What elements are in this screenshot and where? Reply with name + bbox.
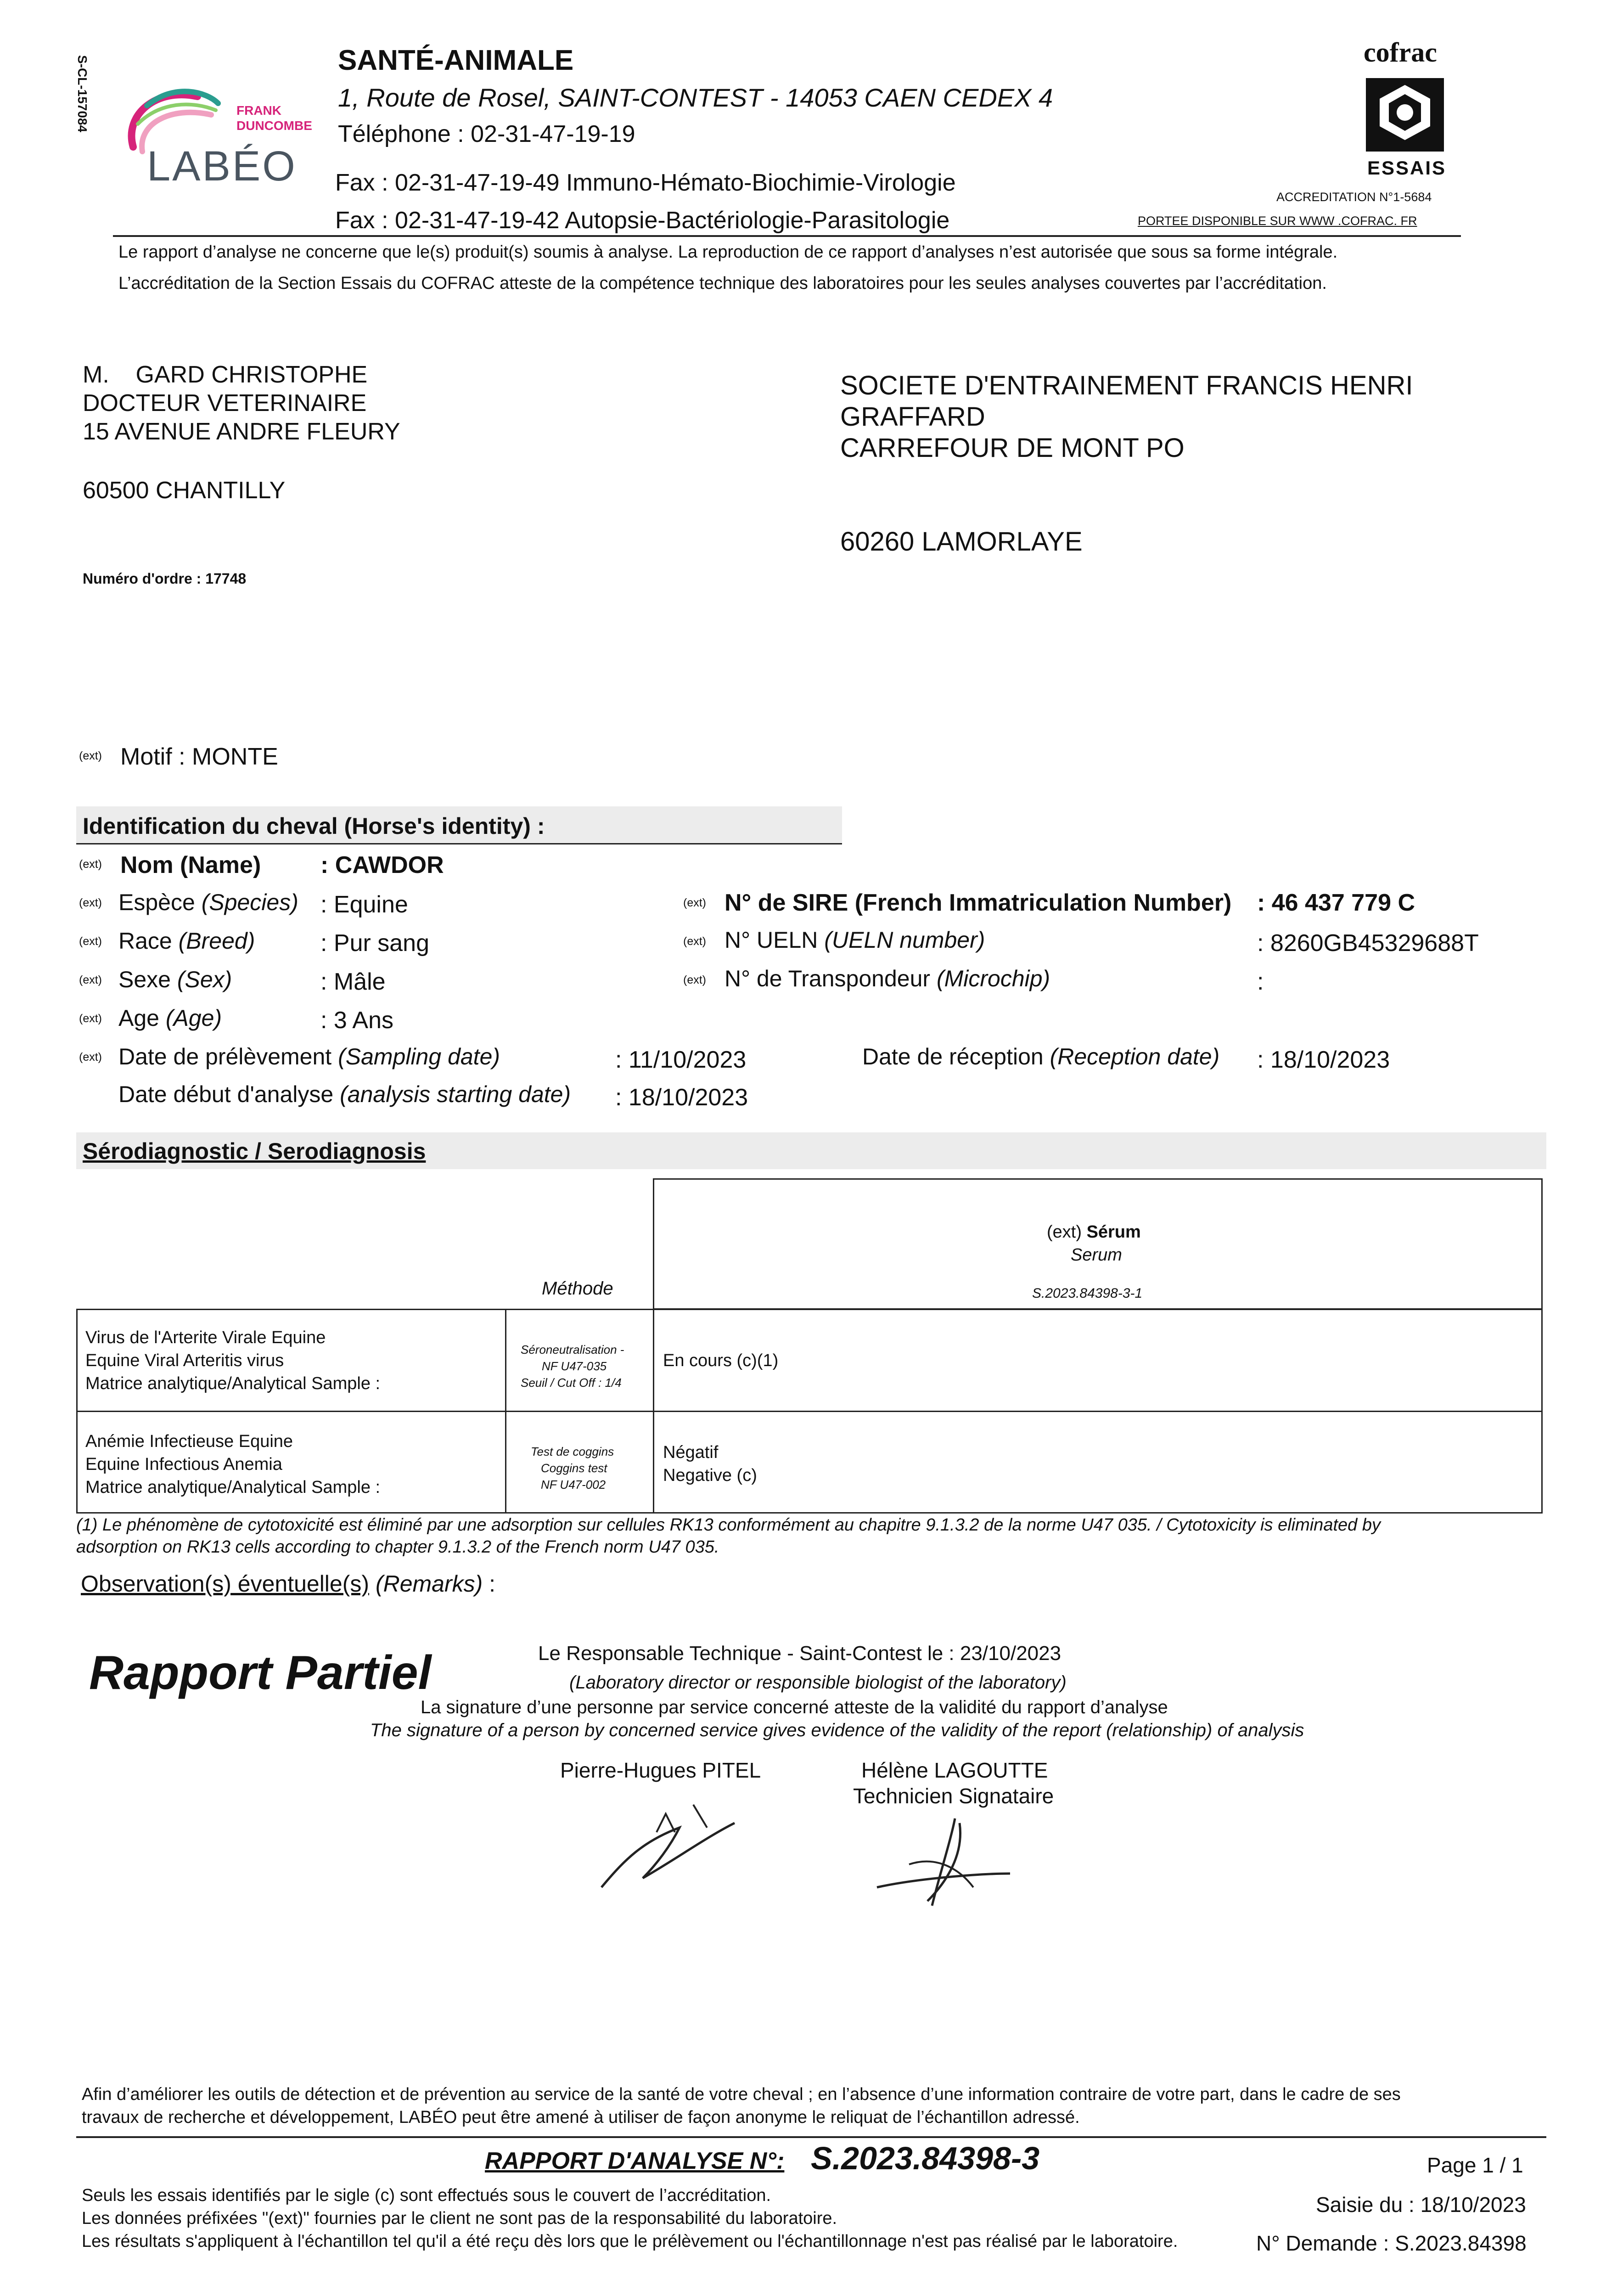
lab-fax-2: Fax : 02-31-47-19-42 Autopsie-Bactériologie-Parasitologie [335, 207, 950, 234]
signature-1-scribble [588, 1786, 753, 1906]
sex-label-en: (Sex) [177, 967, 232, 992]
sampling-label-fr: Date de prélèvement [118, 1044, 332, 1069]
signer-1-name: Pierre-Hugues PITEL [560, 1758, 761, 1782]
analysis-label-en: (analysis starting date) [340, 1081, 571, 1107]
signature-line-3: La signature d’une personne par service concerné atteste de la validité du rapport d’analyse [421, 1697, 1168, 1717]
signature-line-1: Le Responsable Technique - Saint-Contest le : 23/10/2023 [538, 1642, 1061, 1665]
sample-id: S.2023.84398-3-1 [1032, 1286, 1143, 1301]
logo-brand-small-1: FRANK [236, 103, 281, 118]
recipient-line-3: 15 AVENUE ANDRE FLEURY [83, 418, 400, 445]
method-line: Séroneutralisation - [521, 1343, 624, 1356]
partial-report-stamp: Rapport Partiel [89, 1646, 432, 1699]
demande-number: N° Demande : S.2023.84398 [1256, 2231, 1527, 2255]
disclaimer-line-2: L’accréditation de la Section Essais du COFRAC atteste de la compétence technique des laboratoires pour les seules analyses couvertes par l’accréditation. [118, 274, 1327, 293]
ext-tag: (ext) [79, 935, 102, 948]
sample-ext-tag: (ext) [1047, 1222, 1082, 1242]
age-label-fr: Age [118, 1005, 159, 1031]
analysis-name-line: Virus de l'Arterite Virale Equine [85, 1328, 326, 1347]
age-label [118, 1005, 222, 1031]
analysis-label-fr: Date début d'analyse [118, 1081, 334, 1107]
disclaimer-line-1: Le rapport d’analyse ne concerne que le(s) produit(s) soumis à analyse. La reproduction de ce rapport d’analyses n’est autorisée que sous sa forme intégrale. [118, 242, 1338, 262]
reception-label-fr: Date de réception [862, 1044, 1044, 1069]
logo-brand-small-2: DUNCOMBE [236, 118, 312, 133]
footer-notice-2: travaux de recherche et développement, LABÉO peut être amené à utiliser de façon anonyme le reliquat de l’échantillon adressé. [82, 2108, 1080, 2127]
remarks-label-en: (Remarks) [375, 1571, 483, 1597]
method-line: Test de coggins [531, 1445, 614, 1458]
ext-tag: (ext) [79, 974, 102, 986]
ext-tag: (ext) [79, 896, 102, 909]
breed-label [118, 928, 255, 954]
recipient-line-2: DOCTEUR VETERINAIRE [83, 390, 367, 416]
recipient-line-4: 60500 CHANTILLY [83, 477, 286, 504]
ueln-label [724, 927, 985, 953]
lab-name: SANTÉ-ANIMALE [338, 45, 574, 76]
analysis-name-line: Matrice analytique/Analytical Sample : [85, 1478, 381, 1497]
cofrac-logo [1359, 37, 1451, 179]
sample-subtitle: Serum [1071, 1245, 1122, 1265]
footer-rule [76, 2136, 1546, 2138]
analysis-value: : 18/10/2023 [615, 1084, 748, 1111]
sample-header-title [1047, 1222, 1141, 1242]
ext-tag: (ext) [79, 1012, 102, 1025]
recipient-line-1: M. GARD CHRISTOPHE [83, 361, 368, 388]
species-value: : Equine [320, 891, 408, 918]
footnote-line-2: adsorption on RK13 cells according to chapter 9.1.3.2 of the French norm U47 035. [76, 1537, 719, 1557]
sample-title: Sérum [1086, 1222, 1141, 1242]
ueln-label-fr: N° UELN [724, 927, 818, 953]
header-rule [113, 235, 1461, 237]
sex-value: : Mâle [320, 968, 386, 995]
result-line: Négatif [663, 1443, 719, 1462]
owner-line-1: SOCIETE D'ENTRAINEMENT FRANCIS HENRI [840, 371, 1413, 400]
method-header: Méthode [542, 1278, 613, 1299]
sire-value: : 46 437 779 C [1257, 889, 1415, 916]
species-label-en: (Species) [201, 889, 298, 915]
signature-line-4: The signature of a person by concerned service gives evidence of the validity of the report (relationship) of analysis [370, 1720, 1304, 1740]
cofrac-portee: PORTEE DISPONIBLE SUR WWW .COFRAC. FR [1138, 214, 1417, 228]
side-code: S-CL-157084 [75, 55, 90, 133]
remarks-label: Observation(s) éventuelle(s) [81, 1571, 370, 1597]
lab-address: 1, Route de Rosel, SAINT-CONTEST - 14053 CAEN CEDEX 4 [338, 83, 1053, 112]
reception-value: : 18/10/2023 [1257, 1047, 1390, 1073]
method-line: NF U47-002 [541, 1478, 606, 1491]
owner-line-4: 60260 LAMORLAYE [840, 527, 1083, 557]
transponder-label [724, 965, 1050, 992]
analysis-name-line: Equine Viral Arteritis virus [85, 1351, 284, 1370]
result-line: En cours (c)(1) [663, 1351, 779, 1370]
footer-notice-1: Afin d’améliorer les outils de détection et de prévention au service de la santé de votre cheval ; en l’absence d’une information contraire de votre part, dans le cadre de ses [82, 2085, 1401, 2104]
reception-label-en: (Reception date) [1050, 1044, 1220, 1069]
ext-tag: (ext) [683, 974, 706, 986]
sampling-label [118, 1043, 500, 1070]
signature-2-scribble [863, 1814, 1047, 1919]
analysis-name-line: Anémie Infectieuse Equine [85, 1432, 293, 1451]
motif-ext-tag: (ext) [79, 749, 102, 762]
sex-label [118, 966, 232, 993]
species-label-fr: Espèce [118, 889, 195, 915]
signer-2-title: Technicien Signataire [853, 1784, 1054, 1808]
table-col-divider-2 [653, 1309, 654, 1514]
ext-tag: (ext) [79, 858, 102, 871]
age-label-en: (Age) [165, 1005, 222, 1031]
motif: Motif : MONTE [120, 743, 278, 770]
lab-fax-1: Fax : 02-31-47-19-49 Immuno-Hémato-Biochimie-Virologie [335, 169, 956, 196]
identity-header-rule [76, 843, 842, 844]
breed-value: : Pur sang [320, 930, 430, 957]
footer-note-2: Les données préfixées "(ext)" fournies par le client ne sont pas de la responsabilité du laboratoire. [82, 2209, 837, 2228]
table-row-divider [76, 1411, 1543, 1412]
sire-label: N° de SIRE (French Immatriculation Number) [724, 889, 1232, 916]
age-value: : 3 Ans [320, 1007, 393, 1034]
name-label: Nom (Name) [120, 852, 261, 878]
sampling-label-en: (Sampling date) [338, 1044, 500, 1069]
owner-line-3: CARREFOUR DE MONT PO [840, 433, 1185, 463]
footnote-line-1: (1) Le phénomène de cytotoxicité est éliminé par une adsorption sur cellules RK13 conformément au chapitre 9.1.3.2 de la norme U47 035. / Cytotoxicity is eliminated by [76, 1515, 1381, 1535]
reception-label [862, 1043, 1219, 1070]
analysis-label [118, 1081, 571, 1108]
labeo-logo [119, 78, 331, 197]
cofrac-label: ESSAIS [1367, 157, 1447, 179]
report-number-label: RAPPORT D'ANALYSE N°: [485, 2148, 785, 2174]
signer-2-name: Hélène LAGOUTTE [861, 1758, 1048, 1782]
breed-label-en: (Breed) [178, 928, 255, 954]
footer-note-3: Les résultats s'appliquent à l'échantillon tel qu'il a été reçu dès lors que le prélèvement ou l'échantillonnage n'est pas réalisé par le laboratoire. [82, 2232, 1178, 2251]
ext-tag: (ext) [683, 935, 706, 948]
result-line: Negative (c) [663, 1466, 757, 1485]
ext-tag: (ext) [683, 896, 706, 909]
analysis-name-line: Equine Infectious Anemia [85, 1455, 282, 1474]
saisie-date: Saisie du : 18/10/2023 [1316, 2193, 1526, 2217]
cofrac-brand: cofrac [1364, 37, 1437, 68]
identity-header: Identification du cheval (Horse's identity) : [83, 813, 545, 839]
order-number: Numéro d'ordre : 17748 [83, 570, 247, 587]
remarks [81, 1570, 495, 1597]
page-number: Page 1 / 1 [1427, 2153, 1523, 2177]
table-col-divider-1 [505, 1309, 506, 1514]
lab-phone: Téléphone : 02-31-47-19-19 [338, 121, 635, 147]
transponder-label-fr: N° de Transpondeur [724, 966, 931, 991]
sex-label-fr: Sexe [118, 967, 171, 992]
sero-header: Sérodiagnostic / Serodiagnosis [83, 1138, 426, 1164]
name-value: : CAWDOR [320, 852, 444, 878]
footer-note-1: Seuls les essais identifiés par le sigle (c) sont effectués sous le couvert de l’accréditation. [82, 2186, 771, 2205]
owner-line-2: GRAFFARD [840, 402, 985, 432]
transponder-value: : [1257, 968, 1264, 995]
signature-line-2: (Laboratory director or responsible biologist of the laboratory) [569, 1672, 1067, 1693]
analysis-name-line: Matrice analytique/Analytical Sample : [85, 1374, 381, 1393]
species-label [118, 889, 298, 916]
transponder-label-en: (Microchip) [936, 966, 1050, 991]
method-line: NF U47-035 [542, 1359, 607, 1373]
remarks-colon: : [489, 1571, 496, 1597]
sampling-value: : 11/10/2023 [615, 1047, 747, 1073]
method-line: Seuil / Cut Off : 1/4 [521, 1376, 622, 1390]
ueln-value: : 8260GB45329688T [1257, 930, 1479, 957]
cofrac-emblem-icon [1361, 73, 1449, 156]
logo-brand: LABÉO [147, 143, 297, 190]
cofrac-accreditation: ACCREDITATION N°1-5684 [1276, 190, 1432, 204]
method-line: Coggins test [541, 1461, 607, 1475]
report-number: S.2023.84398-3 [811, 2140, 1040, 2176]
ext-tag: (ext) [79, 1051, 102, 1064]
ueln-label-en: (UELN number) [824, 927, 985, 953]
breed-label-fr: Race [118, 928, 172, 954]
